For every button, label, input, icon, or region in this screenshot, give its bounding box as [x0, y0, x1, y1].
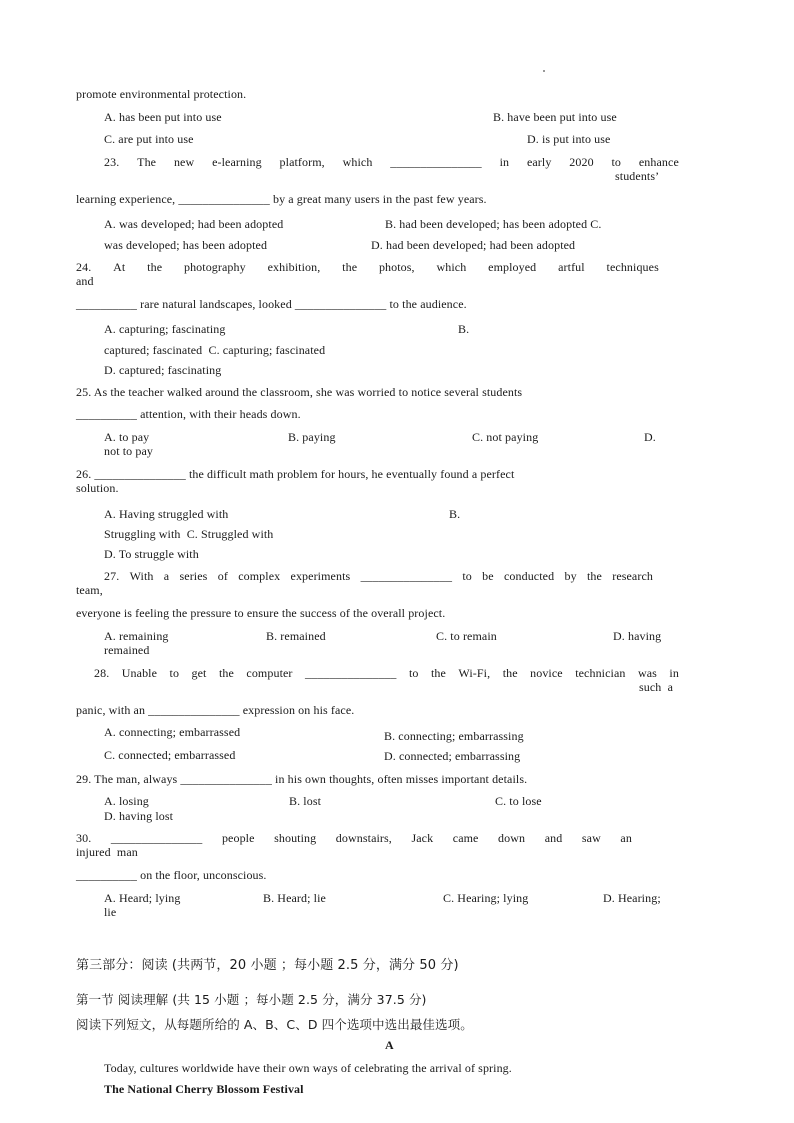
text-line: __________ on the floor, unconscious. — [76, 868, 267, 882]
option-b: B. remained — [266, 629, 326, 643]
word: the — [502, 666, 518, 680]
option-b: B. have been put into use — [493, 110, 617, 124]
option-b-marker: B. — [449, 507, 461, 521]
word: to — [408, 666, 419, 680]
section-heading: 第三部分：阅读 (共两节，20 小题 ；每小题 2.5 分，满分 50 分) — [76, 958, 459, 973]
word: photos, — [378, 260, 415, 274]
scan-speck — [543, 70, 545, 72]
option-a: A. losing — [104, 794, 149, 808]
word: platform, — [279, 155, 325, 169]
word: Jack — [411, 831, 434, 845]
word: by — [564, 569, 577, 583]
word: employed — [488, 260, 537, 274]
word: shouting — [274, 831, 317, 845]
word: the — [218, 666, 234, 680]
option-c: C. to lose — [495, 794, 542, 808]
word: series — [179, 569, 208, 583]
option-a: A. was developed; had been adopted — [104, 217, 284, 231]
passage-text: Today, cultures worldwide have their own ways of celebrating the arrival of spring. — [104, 1061, 512, 1075]
option-d-text: lie — [104, 905, 117, 919]
option-c: was developed; has been adopted — [104, 238, 268, 252]
option-d: D. is put into use — [527, 132, 611, 146]
blank: _______________ — [360, 569, 453, 583]
option-d-text: not to pay — [104, 444, 153, 458]
text-line: everyone is feeling the pressure to ensure the success of the overall project. — [76, 606, 446, 620]
word: in — [669, 666, 679, 680]
word: new — [173, 155, 195, 169]
word: 24. — [76, 260, 92, 274]
word: to — [169, 666, 180, 680]
option-c: C. Hearing; lying — [443, 891, 529, 905]
word: downstairs, — [335, 831, 392, 845]
word: Unable — [121, 666, 158, 680]
word: which — [436, 260, 467, 274]
word: to — [611, 155, 622, 169]
text-line: panic, with an _______________ expression on his face. — [76, 703, 355, 717]
option-d: D. captured; fascinating — [104, 363, 222, 377]
option-c: C. not paying — [472, 430, 539, 444]
text-line: __________ attention, with their heads down. — [76, 407, 301, 421]
option-d: D. having — [613, 629, 662, 643]
word: computer — [246, 666, 293, 680]
word: research — [612, 569, 653, 583]
word: experiments — [290, 569, 351, 583]
option-b: B. lost — [289, 794, 322, 808]
text-line: learning experience, _______________ by a great many users in the past few years. — [76, 192, 487, 206]
text-line: students’ — [615, 169, 660, 183]
word: was — [637, 666, 657, 680]
option-d: D. connected; embarrassing — [384, 749, 521, 763]
word: and — [544, 831, 563, 845]
word: in — [499, 155, 510, 169]
option-a: A. connecting; embarrassed — [104, 725, 241, 739]
word: exhibition, — [267, 260, 321, 274]
blank: _______________ — [305, 666, 397, 680]
option-d: D. Hearing; — [603, 891, 661, 905]
option-c: C. to remain — [436, 629, 497, 643]
word: e-learning — [212, 155, 262, 169]
option-b: B. connecting; embarrassing — [384, 729, 524, 743]
word: the — [147, 260, 163, 274]
blank: _______________ — [390, 155, 482, 169]
question-27-line-1 — [104, 569, 653, 583]
text-line: promote environmental protection. — [76, 87, 247, 101]
word: Wi-Fi, — [458, 666, 491, 680]
option-d: D. having lost — [104, 809, 174, 823]
blank: _______________ — [110, 831, 203, 845]
word: which — [342, 155, 373, 169]
word: With — [129, 569, 154, 583]
word: the — [430, 666, 446, 680]
word: conducted — [503, 569, 555, 583]
option-a: A. Heard; lying — [104, 891, 181, 905]
word: technician — [575, 666, 626, 680]
word: the — [342, 260, 358, 274]
word: complex — [238, 569, 281, 583]
passage-label: A — [385, 1038, 394, 1052]
option-d: D. had been developed; had been adopted — [371, 238, 576, 252]
option-a: A. has been put into use — [104, 110, 222, 124]
option-b: B. Heard; lie — [263, 891, 326, 905]
word: a — [163, 569, 170, 583]
passage-subheading: The National Cherry Blossom Festival — [104, 1082, 304, 1096]
word: 2020 — [569, 155, 594, 169]
text-line: team, — [76, 583, 103, 597]
option-b: B. paying — [288, 430, 336, 444]
word: artful — [558, 260, 585, 274]
word: At — [113, 260, 126, 274]
option-c: C. connected; embarrassed — [104, 748, 236, 762]
word: get — [191, 666, 207, 680]
word: to — [462, 569, 472, 583]
text-line: and — [76, 274, 94, 288]
option-b: B. had been developed; has been adopted C. — [385, 217, 602, 231]
text-line: such a — [639, 680, 674, 694]
word: 23. — [104, 155, 120, 169]
question-28-line-1 — [94, 666, 679, 680]
question-23-line-1 — [104, 155, 679, 169]
question-29: 29. The man, always _______________ in his own thoughts, often misses important details. — [76, 772, 528, 786]
option-a: A. Having struggled with — [104, 507, 229, 521]
option-d: D. To struggle with — [104, 547, 199, 561]
option-a: A. capturing; fascinating — [104, 322, 226, 336]
question-25-line-1: 25. As the teacher walked around the classroom, she was worried to notice several students — [76, 385, 523, 399]
word: enhance — [638, 155, 679, 169]
word: saw — [581, 831, 601, 845]
text-line: injured man — [76, 845, 138, 859]
option-a: A. to pay — [104, 430, 150, 444]
word: techniques — [606, 260, 659, 274]
word: people — [221, 831, 255, 845]
question-26-line-1: 26. _______________ the difficult math problem for hours, he eventually found a perfect — [76, 467, 515, 481]
option-d-marker: D. — [644, 430, 656, 444]
option-c: C. are put into use — [104, 132, 194, 146]
word: novice — [530, 666, 563, 680]
word: an — [620, 831, 632, 845]
option-line: Struggling with C. Struggled with — [104, 527, 274, 541]
text-line: __________ rare natural landscapes, looked _______________ to the audience. — [76, 297, 467, 311]
word: the — [586, 569, 602, 583]
word: photography — [183, 260, 246, 274]
question-30-line-1 — [76, 831, 632, 845]
word: The — [137, 155, 157, 169]
word: came — [452, 831, 479, 845]
question-24-line-1 — [76, 260, 659, 274]
text-line: solution. — [76, 481, 119, 495]
word: 30. — [76, 831, 92, 845]
option-a: A. remaining — [104, 629, 169, 643]
instructions: 阅读下列短文，从每题所给的 A、B、C、D 四个选项中选出最佳选项。 — [76, 1017, 473, 1032]
word: of — [217, 569, 228, 583]
word: be — [482, 569, 494, 583]
option-b-marker: B. — [458, 322, 470, 336]
option-line: captured; fascinated C. capturing; fascinated — [104, 343, 326, 357]
word: early — [526, 155, 552, 169]
word: 28. — [94, 666, 110, 680]
option-d-text: remained — [104, 643, 150, 657]
subsection-heading: 第一节 阅读理解 (共 15 小题 ；每小题 2.5 分，满分 37.5 分) — [76, 992, 427, 1007]
word: 27. — [104, 569, 120, 583]
word: down — [498, 831, 526, 845]
